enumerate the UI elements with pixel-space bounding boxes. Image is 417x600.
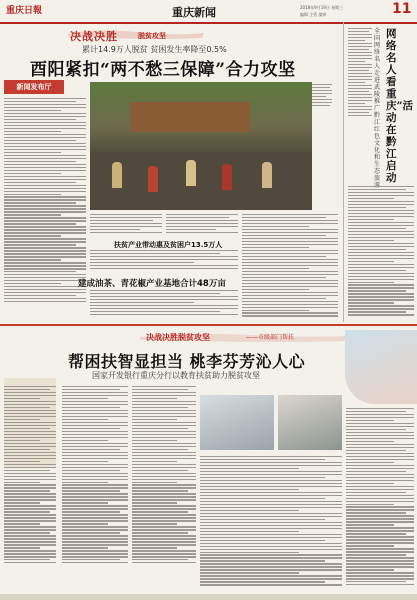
bottom-story-photo-students [345,330,417,404]
bottom-banner-title: 决战决胜脱贫攻坚 [146,333,210,342]
issue-date: 2018年9月19日 星期三 [300,5,344,10]
bottom-story-right-column [346,408,414,590]
photo-stage [90,152,312,210]
bottom-story-photo-office [278,395,342,450]
photo-figure [222,164,232,190]
photo-figure [148,166,158,192]
section-title: 重庆新闻 [172,6,216,19]
right-story-headline: 网络名人看重庆”活动在黔江启动 [386,28,414,184]
right-story-text-b [348,186,414,320]
photo-caption [312,84,332,208]
top-story-column-3 [166,214,238,238]
bottom-story-left-column [4,386,56,590]
top-story-photo [90,82,312,210]
top-story-column-5 [90,250,238,274]
top-banner-subtitle: 脱贫攻坚 [138,32,166,40]
bottom-story-deck: 国家开发银行重庆分行以教育扶贫助力脱贫攻坚 [92,371,260,380]
right-story-subtitle: 全国网络名人走进武陵 推广黔江红色文化和生态旅 [374,28,381,182]
top-story-deck: 累计14.9万人脱贫 贫困发生率降至0.5% [82,45,227,54]
subheading-base: 建成油茶、青花椒产业基地合计48万亩 [78,279,226,289]
section-divider [0,324,417,326]
top-story-headline: 酉阳紧扣“两不愁三保障”合力攻坚 [30,60,296,80]
top-story-column-2 [90,214,162,238]
bottom-story-photo-classroom [200,395,274,450]
top-story-left-column [4,98,86,320]
photo-figure [186,160,196,186]
column-divider [343,22,344,322]
bottom-story-column-2 [62,386,128,590]
subheading-industry: 扶贫产业带动惠及贫困户13.5万人 [114,241,223,249]
photo-building [130,102,250,132]
page-number: 11 [392,1,412,17]
bottom-story-column-4 [200,456,342,590]
bottom-story-column-3 [132,386,196,590]
photo-figure [112,162,122,188]
newspaper-logo: 重庆日報 [6,6,43,16]
right-story-text-a [348,28,372,148]
photo-figure [262,162,272,188]
top-story-column-4 [242,214,338,320]
top-banner-title: 决战决胜 [70,30,118,43]
bottom-banner-tag: ——市级部门帮扶 [246,334,295,341]
page-footer-strip [0,594,417,600]
top-story-column-6 [90,290,238,320]
bottom-story-headline: 帮困扶智显担当 桃李芬芳沁人心 [68,352,306,371]
edition-info: 编辑 主管 编审 [300,12,327,17]
news-release-tag: 新闻发布厅 [4,80,64,94]
